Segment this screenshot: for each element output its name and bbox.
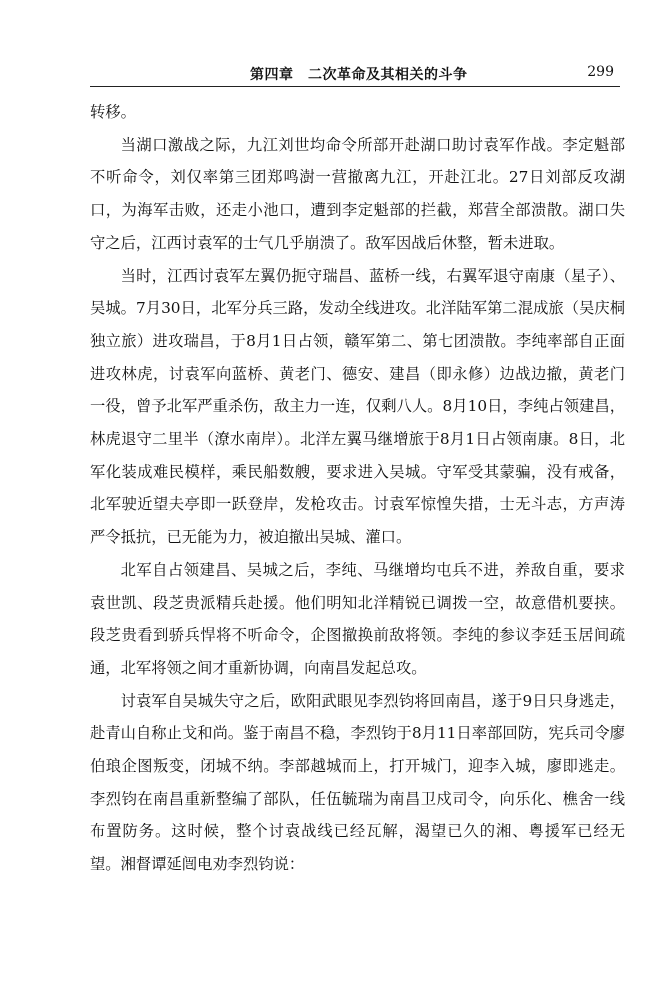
paragraph: 当时，江西讨袁军左翼仍扼守瑞昌、蓝桥一线，右翼军退守南康（星子）、吴城。7月30日，北军分兵三路，发动全线进攻。北洋陆军第二混成旅（吴庆桐独立旅）进攻瑞昌，于8月1日占领，赣军第二、第七团溃散。李纯率部自正面进攻林虎，讨袁军向蓝桥、黄老门、德安、建昌（即永修）边战边撤，黄老门一役，曾予北军严重杀伤，敌主力一连，仅剩八人。8月10日，李纯占领建昌，林虎退守二里半（潦水南岸）。北洋左翼马继增旅于8月1日占领南康。8日，北军化装成难民模样，乘民船数艘，要求进入吴城。守军受其蒙骗，没有戒备，北军驶近望夫亭即一跃登岸，发枪攻击。讨袁军惊惶失措，士无斗志，方声涛严令抵抗，已无能为力，被迫撤出吴城、灌口。 bbox=[90, 266, 625, 547]
body-text bbox=[90, 96, 625, 881]
paragraph: 北军自占领建昌、吴城之后，李纯、马继增均屯兵不进，养敌自重，要求袁世凯、段芝贵派精兵赴援。他们明知北洋精锐已调拨一空，故意借机要挟。段芝贵看到骄兵悍将不听命令，企图撤换前敌将领。李纯的参议李廷玉居间疏通，北军将领之间才重新协调，向南昌发起总攻。 bbox=[90, 560, 625, 677]
running-header bbox=[90, 60, 620, 87]
paragraph: 讨袁军自吴城失守之后，欧阳武眼见李烈钧将回南昌，遂于9日只身逃走，赴青山自称止戈和尚。鉴于南昌不稳，李烈钧于8月11日率部回防，宪兵司令廖伯琅企图叛变，闭城不纳。李部越城而上，打开城门，迎李入城，廖即逃走。李烈钧在南昌重新整编了部队，任伍毓瑞为南昌卫戍司令，向乐化、樵舍一线布置防务。这时候，整个讨袁战线已经瓦解，渴望已久的湘、粤援军已经无望。湘督谭延闿电劝李烈钧说： bbox=[90, 691, 625, 874]
chapter-title: 第四章 二次革命及其相关的斗争 bbox=[250, 67, 468, 83]
page-number: 299 bbox=[587, 64, 614, 80]
paragraph: 当湖口激战之际，九江刘世均命令所部开赴湖口助讨袁军作战。李定魁部不听命令，刘仅率第三团郑鸣澍一营撤离九江，开赴江北。27日刘部反攻湖口，为海军击败，还走小池口，遭到李定魁部的拦截，郑营全部溃散。湖口失守之后，江西讨袁军的士气几乎崩溃了。敌军因战后休整，暂未进取。 bbox=[90, 135, 625, 252]
paragraph-continuation: 转移。 bbox=[90, 103, 136, 121]
